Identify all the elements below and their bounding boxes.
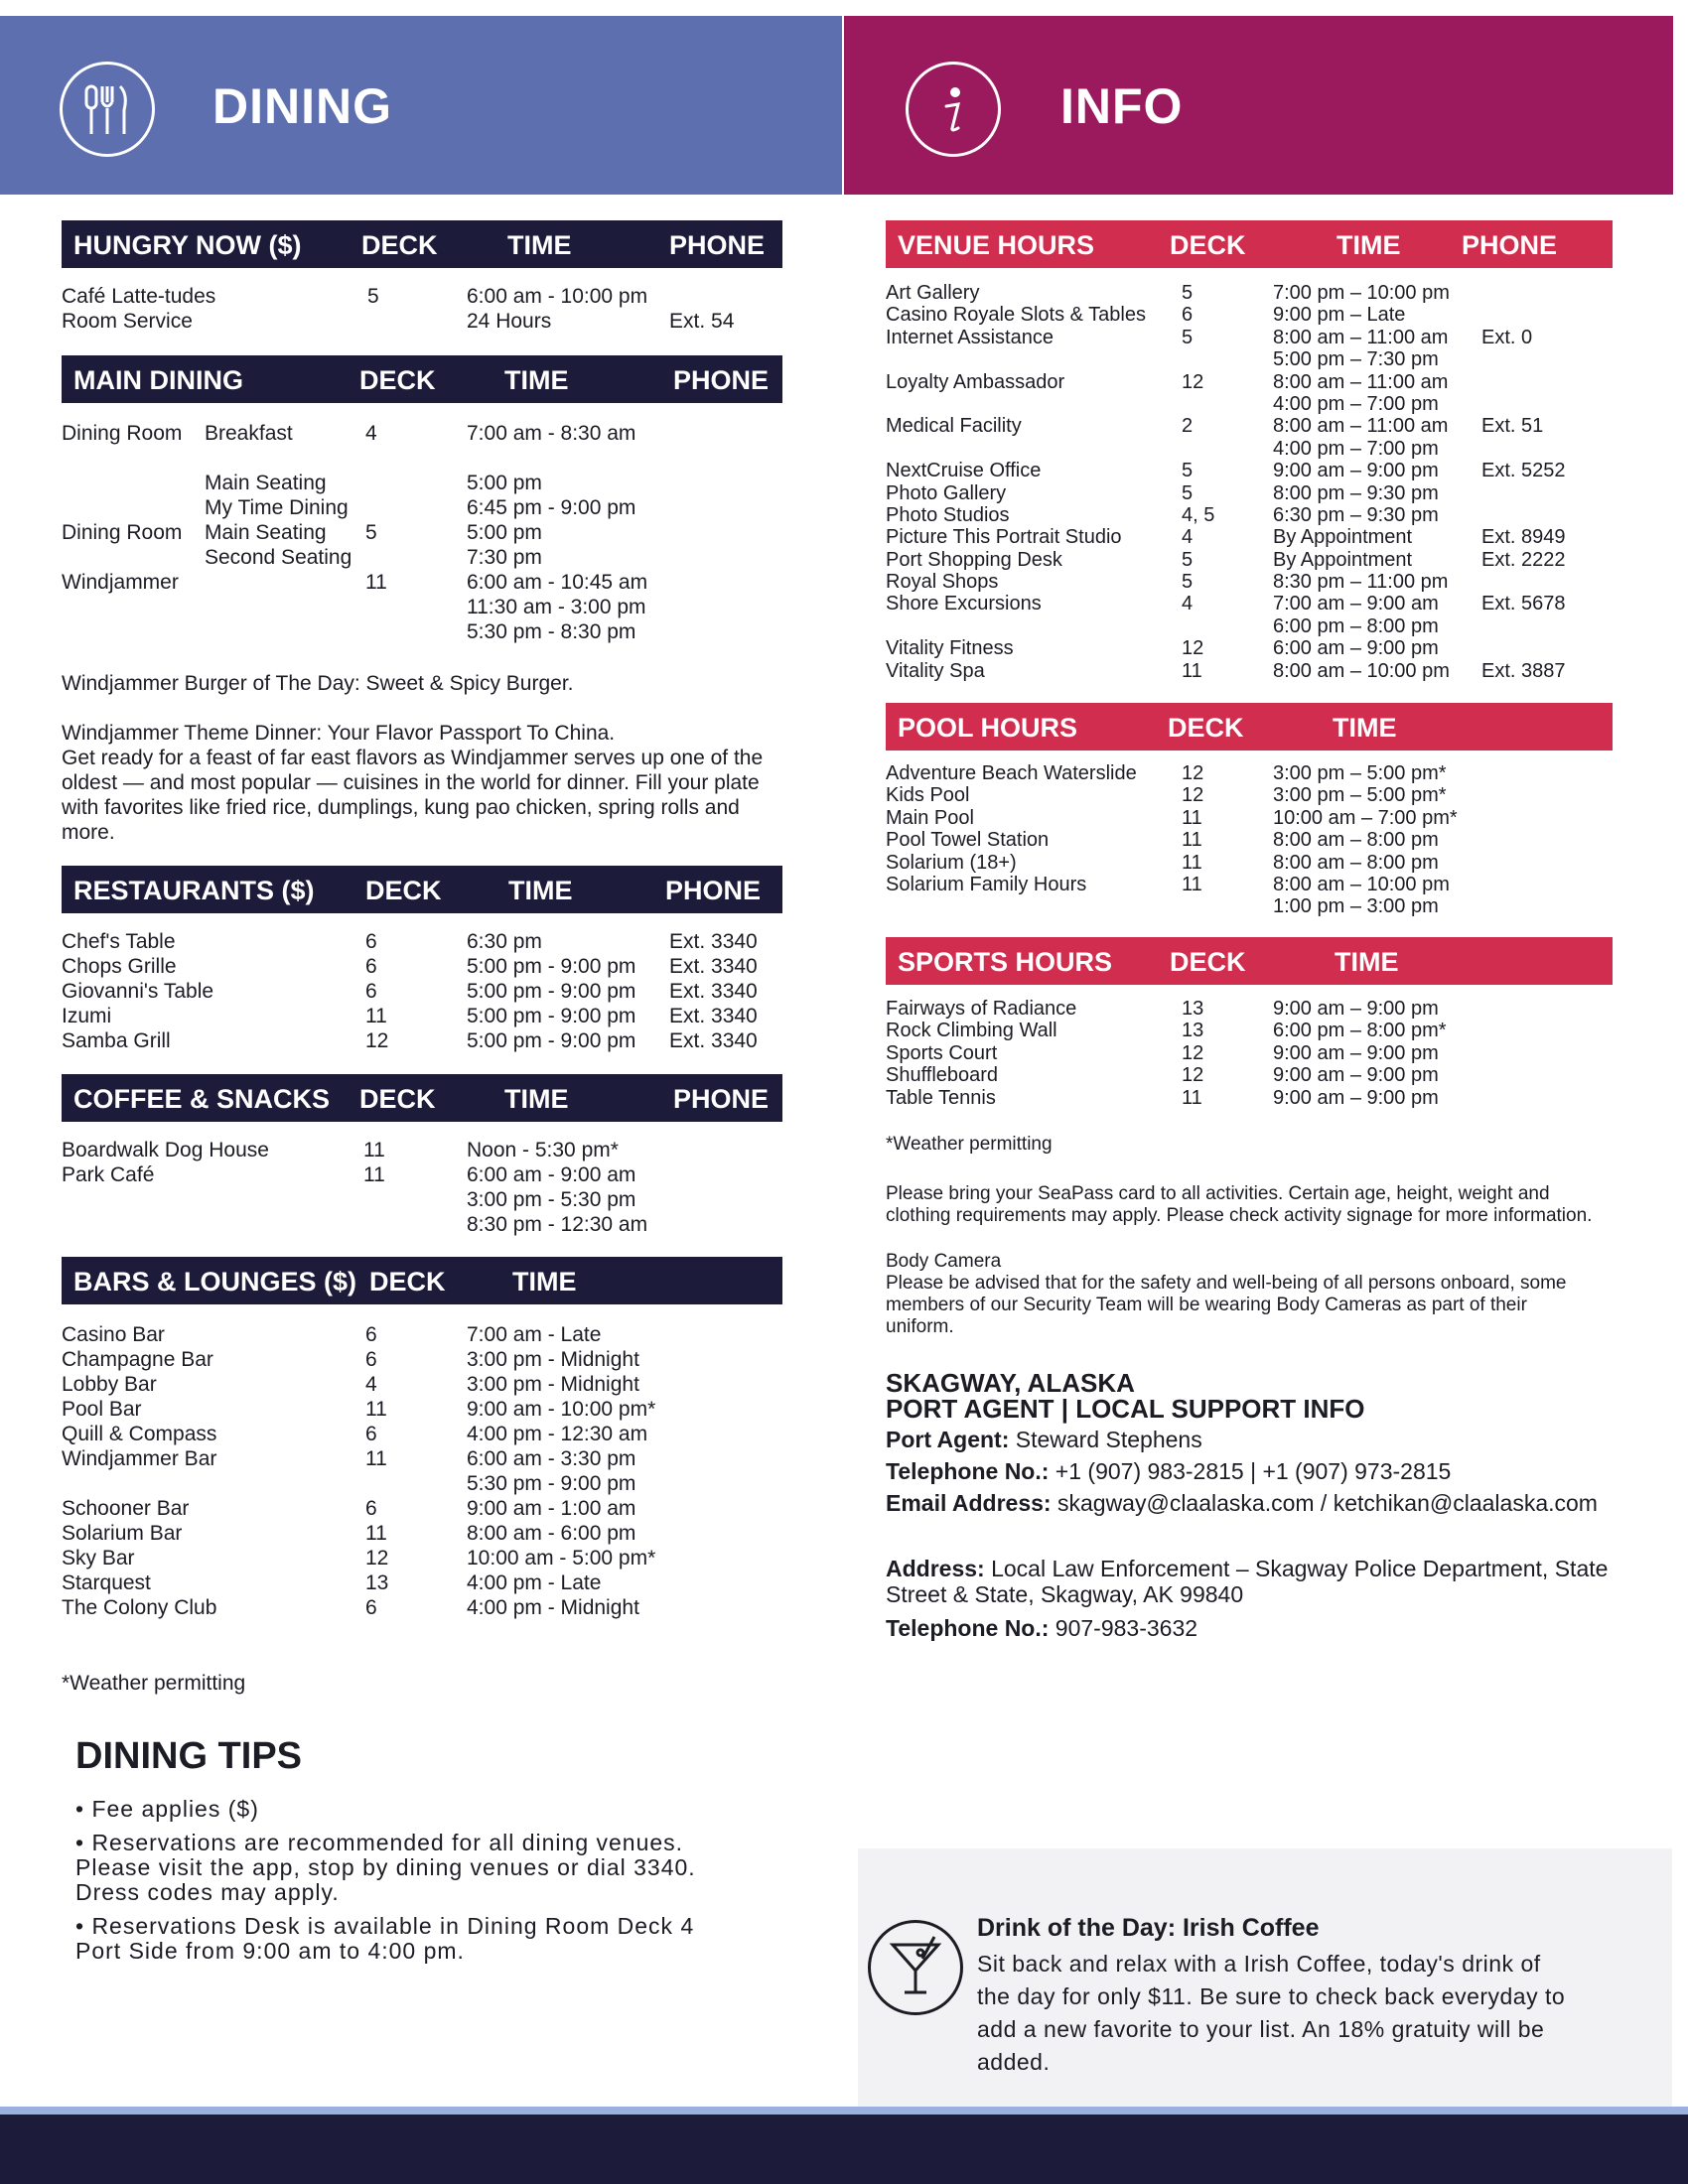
- port-agent-line: Port Agent: Steward Stephens: [886, 1427, 1202, 1452]
- table-row: Rock Climbing Wall 13 6:00 pm – 8:00 pm*: [886, 1020, 1447, 1042]
- table-row: 6:00 pm – 8:00 pm: [1273, 614, 1439, 637]
- table-row: Photo Gallery 5 8:00 pm – 9:30 pm: [886, 481, 1439, 504]
- table-row: Lobby Bar 4 3:00 pm - Midnight: [62, 1373, 639, 1396]
- pool-hours-header: POOL HOURS DECK TIME: [886, 703, 1613, 751]
- header-col-phone: PHONE: [669, 230, 766, 260]
- email-link[interactable]: skagway@claalaska.com / ketchikan@claalaska.com: [1056, 1490, 1598, 1516]
- venue-hours-table: [886, 282, 1613, 682]
- main-dining-header: MAIN DINING DECK TIME PHONE: [62, 355, 782, 403]
- main-dining-table: [62, 421, 782, 644]
- port-subheading: PORT AGENT | LOCAL SUPPORT INFO: [886, 1394, 1365, 1424]
- table-row: Schooner Bar 6 9:00 am - 1:00 am: [62, 1497, 636, 1520]
- table-row: Photo Studios 4, 5 6:30 pm – 9:30 pm: [886, 503, 1439, 526]
- table-row: 4:00 pm – 7:00 pm: [1273, 437, 1439, 460]
- table-row: 8:30 pm - 12:30 am: [467, 1213, 648, 1236]
- table-row: Medical Facility 2 8:00 am – 11:00 am Ext. 51: [886, 415, 1544, 438]
- bars-lounges-table: [62, 1322, 782, 1620]
- restaurants-header: RESTAURANTS ($) DECK TIME PHONE: [62, 866, 782, 913]
- table-row: Solarium Bar 11 8:00 am - 6:00 pm: [62, 1522, 636, 1545]
- table-row: Park Café 11 6:00 am - 9:00 am: [62, 1163, 636, 1186]
- dining-banner: [0, 16, 842, 195]
- header-col-time: TIME: [507, 230, 572, 260]
- burger-note: Windjammer Burger of The Day: Sweet & Spicy Burger.: [62, 672, 574, 695]
- table-row: 11:30 am - 3:00 pm: [467, 596, 646, 618]
- dining-tip-item: • Reservations are recommended for all dining venues. Please visit the app, stop by dining venues or dial 3340. Dress codes may apply.: [75, 1830, 696, 1905]
- table-row: 4:00 pm – 7:00 pm: [1273, 392, 1439, 415]
- table-row: Dining Room Breakfast 4 7:00 am - 8:30 am: [62, 422, 636, 445]
- coffee-snacks-header: COFFEE & SNACKS DECK TIME PHONE: [62, 1074, 782, 1122]
- info-title: INFO: [1060, 78, 1184, 134]
- table-row: Starquest 13 4:00 pm - Late: [62, 1571, 602, 1594]
- table-row: Main Seating 5:00 pm: [205, 472, 542, 494]
- table-row: Fairways of Radiance 13 9:00 am – 9:00 pm: [886, 998, 1439, 1020]
- drink-title: Drink of the Day: Irish Coffee: [977, 1914, 1320, 1942]
- police-telephone-line: Telephone No.: 907-983-3632: [886, 1615, 1198, 1641]
- table-row: Pool Bar 11 9:00 am - 10:00 pm*: [62, 1398, 656, 1421]
- drink-of-the-day: [858, 1848, 1672, 2107]
- dining-title: DINING: [212, 78, 392, 134]
- table-row: 5:30 pm - 8:30 pm: [467, 620, 636, 643]
- table-row: Vitality Fitness 12 6:00 am – 9:00 pm: [886, 637, 1439, 660]
- coffee-snacks-table: [62, 1138, 782, 1237]
- table-row: Sky Bar 12 10:00 am - 5:00 pm*: [62, 1547, 656, 1570]
- info-banner: [844, 16, 1673, 195]
- sports-hours-table: [886, 998, 1613, 1109]
- port-address-line: Address: Local Law Enforcement – Skagway Police Department, State: [886, 1556, 1609, 1581]
- weather-note-info: *Weather permitting: [886, 1134, 1053, 1155]
- table-row: Boardwalk Dog House 11 Noon - 5:30 pm*: [62, 1139, 619, 1161]
- header-col-name: HUNGRY NOW ($): [73, 230, 302, 260]
- table-row: 5:30 pm - 9:00 pm: [467, 1472, 636, 1495]
- dining-tip-item: • Reservations Desk is available in Dining Room Deck 4 Port Side from 9:00 am to 4:00 pm.: [75, 1913, 695, 1964]
- bars-lounges-header: BARS & LOUNGES ($) DECK TIME: [62, 1257, 782, 1304]
- table-row: Second Seating 7:30 pm: [205, 546, 542, 569]
- drink-description: Sit back and relax with a Irish Coffee, today's drink of the day for only $11. Be sure to check back everyday to add a new favorite to your list. An 18% gratuity will be added.: [977, 1951, 1566, 2075]
- utensils-icon: [60, 62, 155, 157]
- table-row: Kids Pool 12 3:00 pm – 5:00 pm*: [886, 784, 1447, 807]
- table-row: Solarium Family Hours 11 8:00 am – 10:00 pm: [886, 873, 1450, 895]
- cocktail-icon: [868, 1920, 963, 2015]
- dining-tip-item: • Fee applies ($): [75, 1796, 259, 1822]
- table-row: Izumi 11 5:00 pm - 9:00 pm Ext. 3340: [62, 1005, 758, 1027]
- table-row: Royal Shops 5 8:30 pm – 11:00 pm: [886, 571, 1449, 594]
- table-row: Casino Royale Slots & Tables 6 9:00 pm – Late: [886, 304, 1406, 327]
- hungry-now-table: [62, 284, 782, 334]
- sports-hours-header: SPORTS HOURS DECK TIME: [886, 937, 1613, 985]
- body-camera-title: Body Camera: [886, 1251, 1002, 1272]
- table-row: Shuffleboard 12 9:00 am – 9:00 pm: [886, 1064, 1439, 1087]
- table-row: Champagne Bar 6 3:00 pm - Midnight: [62, 1348, 639, 1371]
- table-row: Dining Room Main Seating 5 5:00 pm: [62, 521, 542, 544]
- restaurants-table: [62, 929, 782, 1053]
- theme-dinner-title: Windjammer Theme Dinner: Your Flavor Passport To China.: [62, 722, 616, 745]
- info-icon: [906, 62, 1001, 157]
- port-email-line: Email Address: skagway@claalaska.com / ketchikan@claalaska.com: [886, 1490, 1598, 1516]
- table-row: Giovanni's Table 6 5:00 pm - 9:00 pm Ext. 3340: [62, 980, 758, 1003]
- dining-tips-title: DINING TIPS: [75, 1735, 303, 1777]
- body-camera-text: Please be advised that for the safety and well-being of all persons onboard, some members of our Security Team will be wearing Body Cameras as part of their uniform.: [886, 1273, 1567, 1337]
- pool-hours-table: [886, 762, 1613, 918]
- table-row: Casino Bar 6 7:00 am - Late: [62, 1323, 602, 1346]
- venue-hours-header: VENUE HOURS DECK TIME PHONE: [886, 220, 1613, 268]
- table-row: Windjammer 11 6:00 am - 10:45 am: [62, 571, 648, 594]
- table-row: Samba Grill 12 5:00 pm - 9:00 pm Ext. 3340: [62, 1029, 758, 1052]
- port-heading: SKAGWAY, ALASKA: [886, 1368, 1135, 1398]
- table-row: Port Shopping Desk 5 By Appointment Ext. 2222: [886, 548, 1566, 571]
- table-row: Café Latte-tudes 5 6:00 am - 10:00 pm: [62, 285, 648, 308]
- table-row: Quill & Compass 6 4:00 pm - 12:30 am: [62, 1423, 648, 1445]
- seapass-note: Please bring your SeaPass card to all activities. Certain age, height, weight and clothing requirements may apply. Please check activity signage for more information.: [886, 1183, 1593, 1226]
- header-col-deck: DECK: [361, 230, 438, 260]
- table-row: Picture This Portrait Studio 4 By Appointment Ext. 8949: [886, 526, 1566, 549]
- table-row: Solarium (18+) 11 8:00 am – 8:00 pm: [886, 851, 1439, 874]
- table-row: Table Tennis 11 9:00 am – 9:00 pm: [886, 1086, 1439, 1109]
- theme-dinner-body: Get ready for a feast of far east flavors as Windjammer serves up one of the oldest — and most popular — cuisines in the world for dinner. Fill your plate with favorites like fried rice, dumplings, kung pao chicken, spring rolls and more.: [62, 747, 764, 844]
- table-row: Adventure Beach Waterslide 12 3:00 pm – 5:00 pm*: [886, 762, 1447, 784]
- table-row: 3:00 pm - 5:30 pm: [467, 1188, 636, 1211]
- dining-column: [0, 0, 842, 1964]
- table-row: Windjammer Bar 11 6:00 am - 3:30 pm: [62, 1447, 636, 1470]
- port-address-line-2: Street & State, Skagway, AK 99840: [886, 1581, 1244, 1607]
- table-row: Room Service 24 Hours Ext. 54: [62, 310, 735, 333]
- table-row: Shore Excursions 4 7:00 am – 9:00 am Ext. 5678: [886, 593, 1566, 615]
- table-row: Pool Towel Station 11 8:00 am – 8:00 pm: [886, 829, 1439, 852]
- weather-note-dining: *Weather permitting: [62, 1672, 246, 1695]
- table-row: Chef's Table 6 6:30 pm Ext. 3340: [62, 930, 758, 953]
- hungry-now-header: [62, 220, 782, 268]
- footer-accent-line: [0, 2107, 1688, 2115]
- table-row: The Colony Club 6 4:00 pm - Midnight: [62, 1596, 639, 1619]
- port-telephone-line: Telephone No.: +1 (907) 983-2815 | +1 (907) 973-2815: [886, 1458, 1452, 1484]
- table-row: Sports Court 12 9:00 am – 9:00 pm: [886, 1041, 1439, 1064]
- table-row: My Time Dining 6:45 pm - 9:00 pm: [205, 496, 636, 519]
- table-row: 1:00 pm – 3:00 pm: [1273, 895, 1439, 918]
- table-row: Internet Assistance 5 8:00 am – 11:00 am Ext. 0: [886, 326, 1533, 348]
- footer-bar: [0, 2115, 1688, 2184]
- table-row: NextCruise Office 5 9:00 am – 9:00 pm Ext. 5252: [886, 460, 1566, 482]
- info-column: [844, 0, 1688, 2075]
- table-row: Vitality Spa 11 8:00 am – 10:00 pm Ext. 3887: [886, 659, 1566, 682]
- table-row: Loyalty Ambassador 12 8:00 am – 11:00 am: [886, 370, 1449, 393]
- table-row: Chops Grille 6 5:00 pm - 9:00 pm Ext. 3340: [62, 955, 758, 978]
- table-row: Main Pool 11 10:00 am – 7:00 pm*: [886, 806, 1458, 829]
- table-row: 5:00 pm – 7:30 pm: [1273, 348, 1439, 371]
- table-row: Art Gallery 5 7:00 pm – 10:00 pm: [886, 282, 1450, 304]
